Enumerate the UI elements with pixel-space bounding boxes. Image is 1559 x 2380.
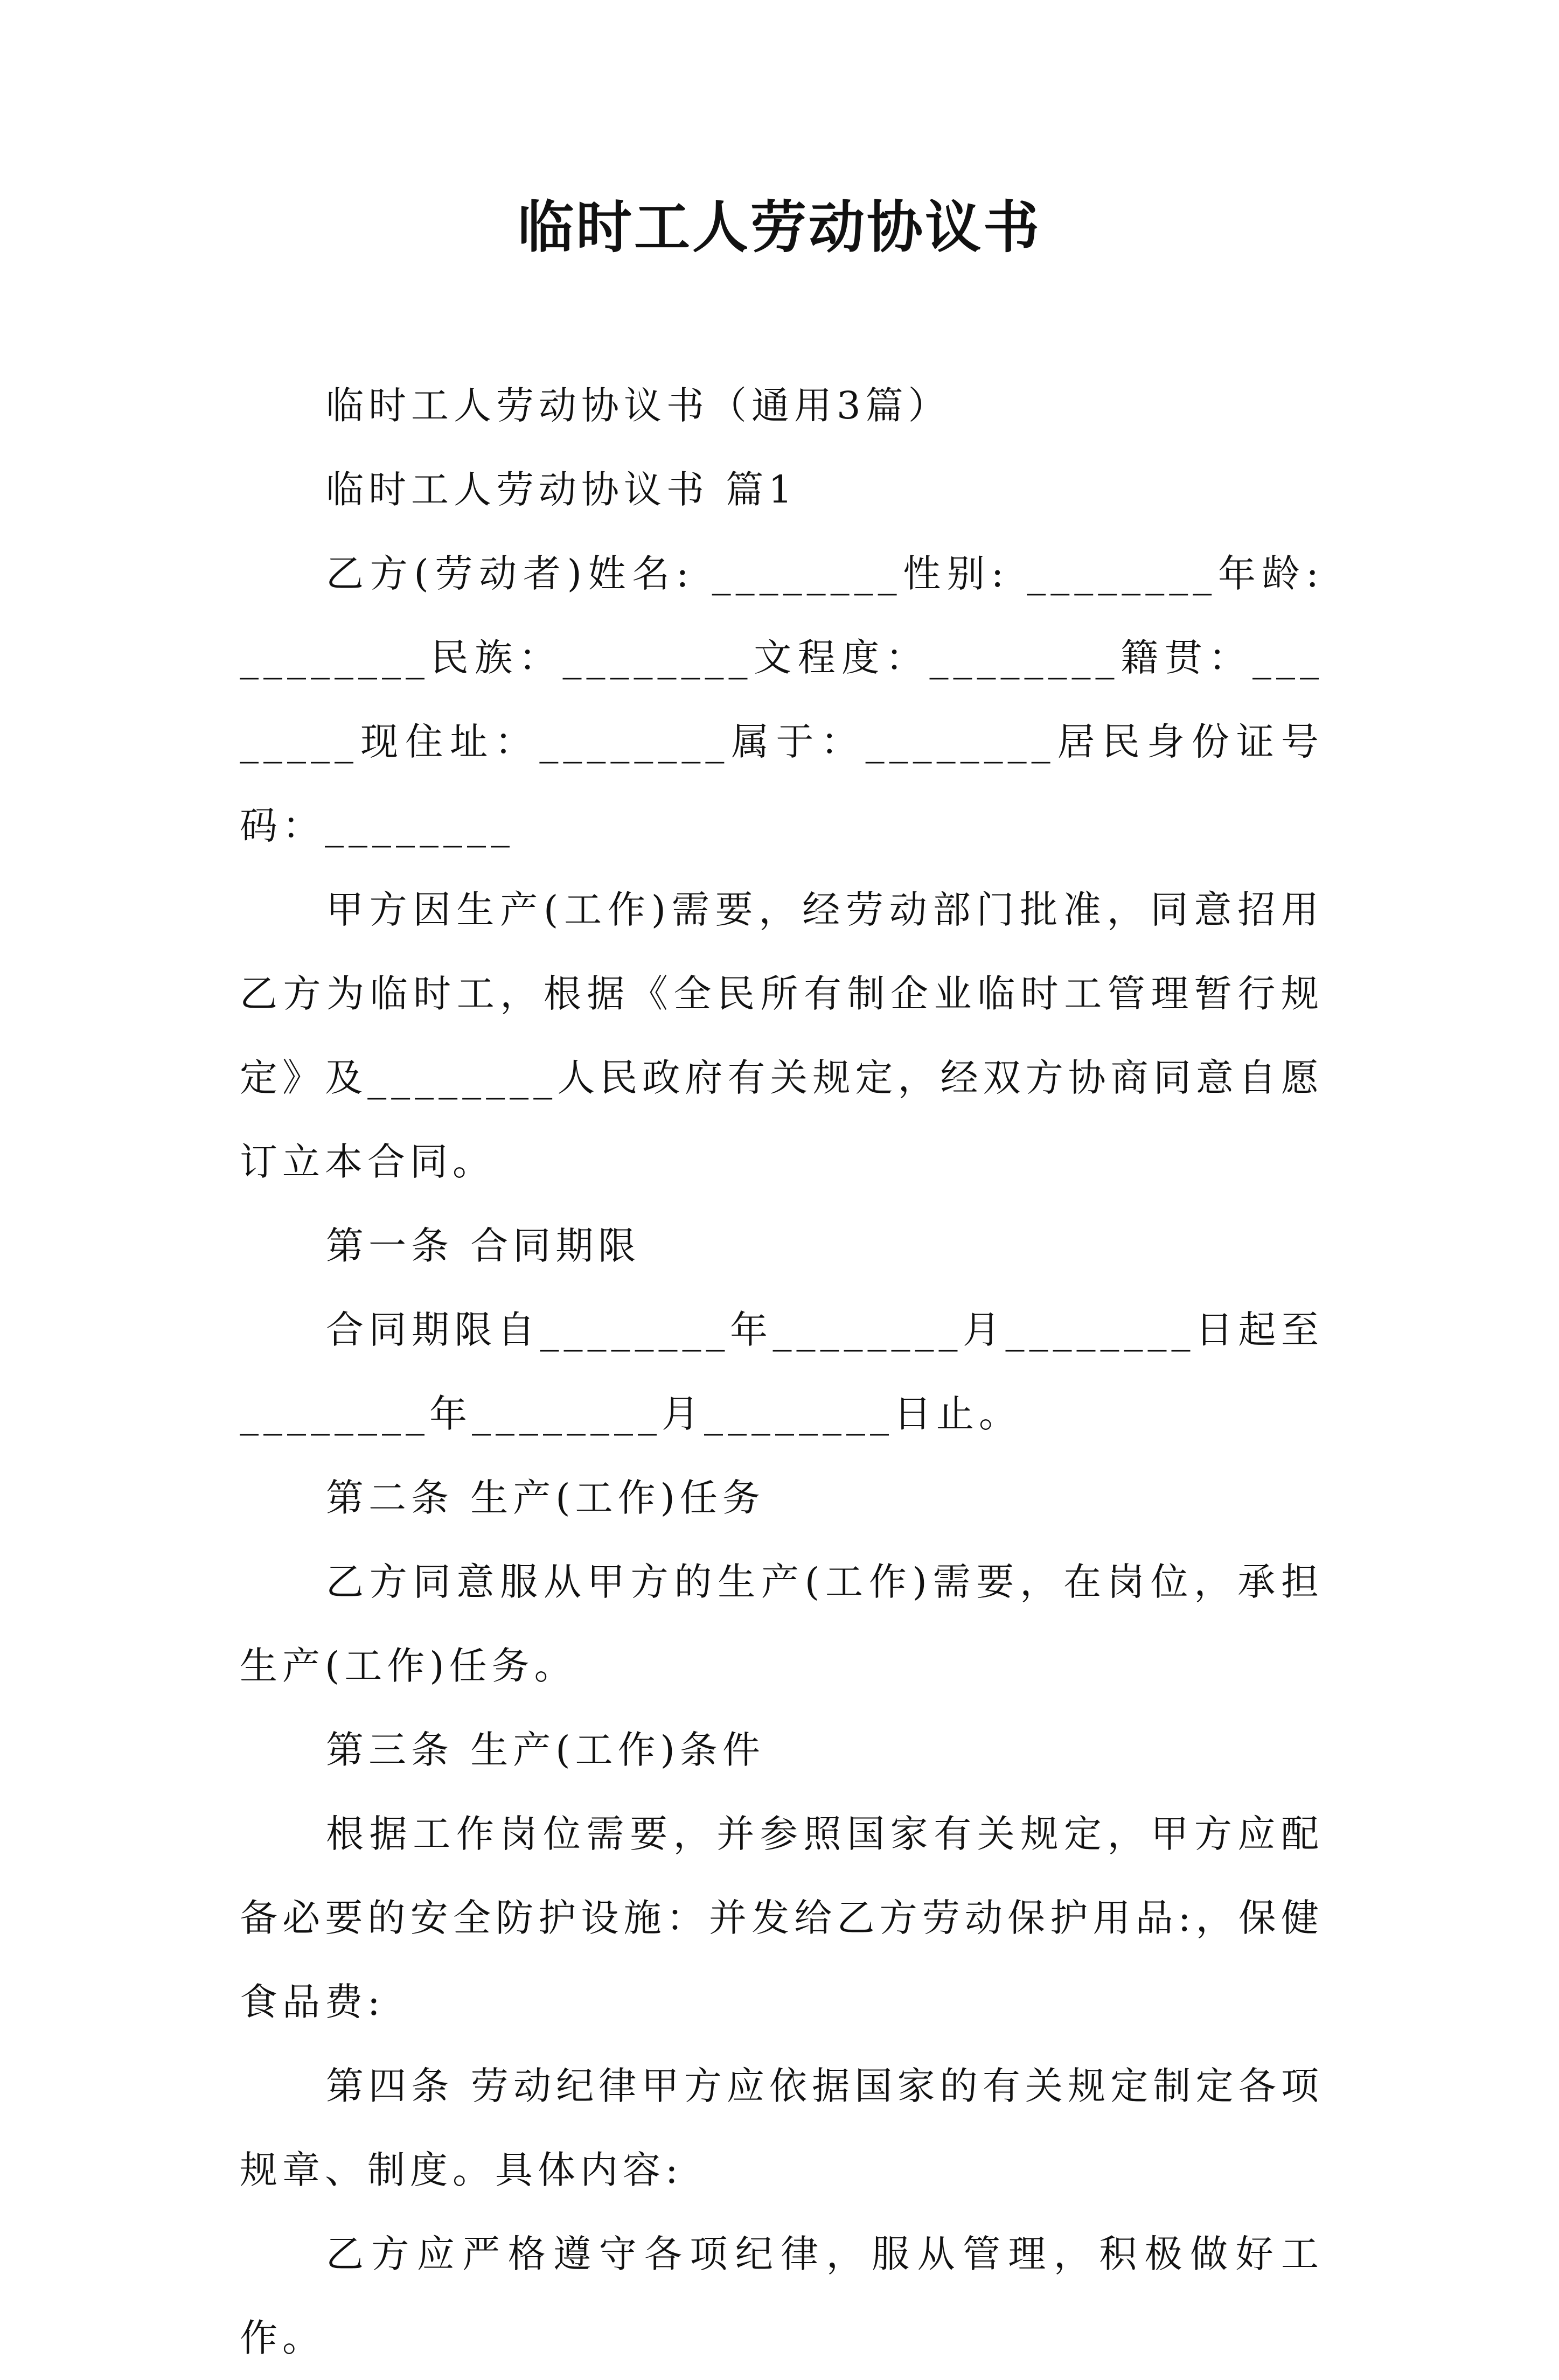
- paragraph-work-task: 乙方同意服从甲方的生产(工作)需要，在岗位，承担生产(工作)任务。: [240, 1560, 1324, 1688]
- document-body: [240, 364, 1324, 2380]
- paragraph-preamble: 甲方因生产(工作)需要，经劳动部门批准，同意招用乙方为临时工，根据《全民所有制企业临时工管理暂行规定》及________人民政府有关规定，经双方协商同意自愿订立本合同。: [240, 888, 1324, 1184]
- paragraph-article-3-heading: 第三条 生产(工作)条件: [326, 1728, 765, 1772]
- paragraph-article-1-heading: 第一条 合同期限: [326, 1224, 641, 1268]
- paragraph-contract-term: 合同期限自________年________月________日起至________年________月________日止。: [240, 1308, 1324, 1436]
- paragraph-subtitle: 临时工人劳动协议书（通用3篇）: [326, 383, 951, 428]
- paragraph-party-b-info: 乙方(劳动者)姓名: ________性别: ________年龄: ________民族：________文程度：________籍贯：________现住址：________属于：________居民身份证号码：________: [240, 552, 1324, 848]
- paragraph-discipline: 乙方应严格遵守各项纪律，服从管理，积极做好工作。: [240, 2232, 1324, 2360]
- paragraph-section-heading: 临时工人劳动协议书 篇1: [326, 467, 797, 512]
- paragraph-article-2-heading: 第二条 生产(工作)任务: [326, 1476, 765, 1520]
- paragraph-work-conditions: 根据工作岗位需要，并参照国家有关规定，甲方应配备必要的安全防护设施：并发给乙方劳动保护用品:，保健食品费:: [240, 1812, 1324, 2024]
- document-title: 临时工人劳动协议书: [517, 194, 1041, 260]
- paragraph-article-4: 第四条 劳动纪律甲方应依据国家的有关规定制定各项规章、制度。具体内容:: [240, 2064, 1324, 2192]
